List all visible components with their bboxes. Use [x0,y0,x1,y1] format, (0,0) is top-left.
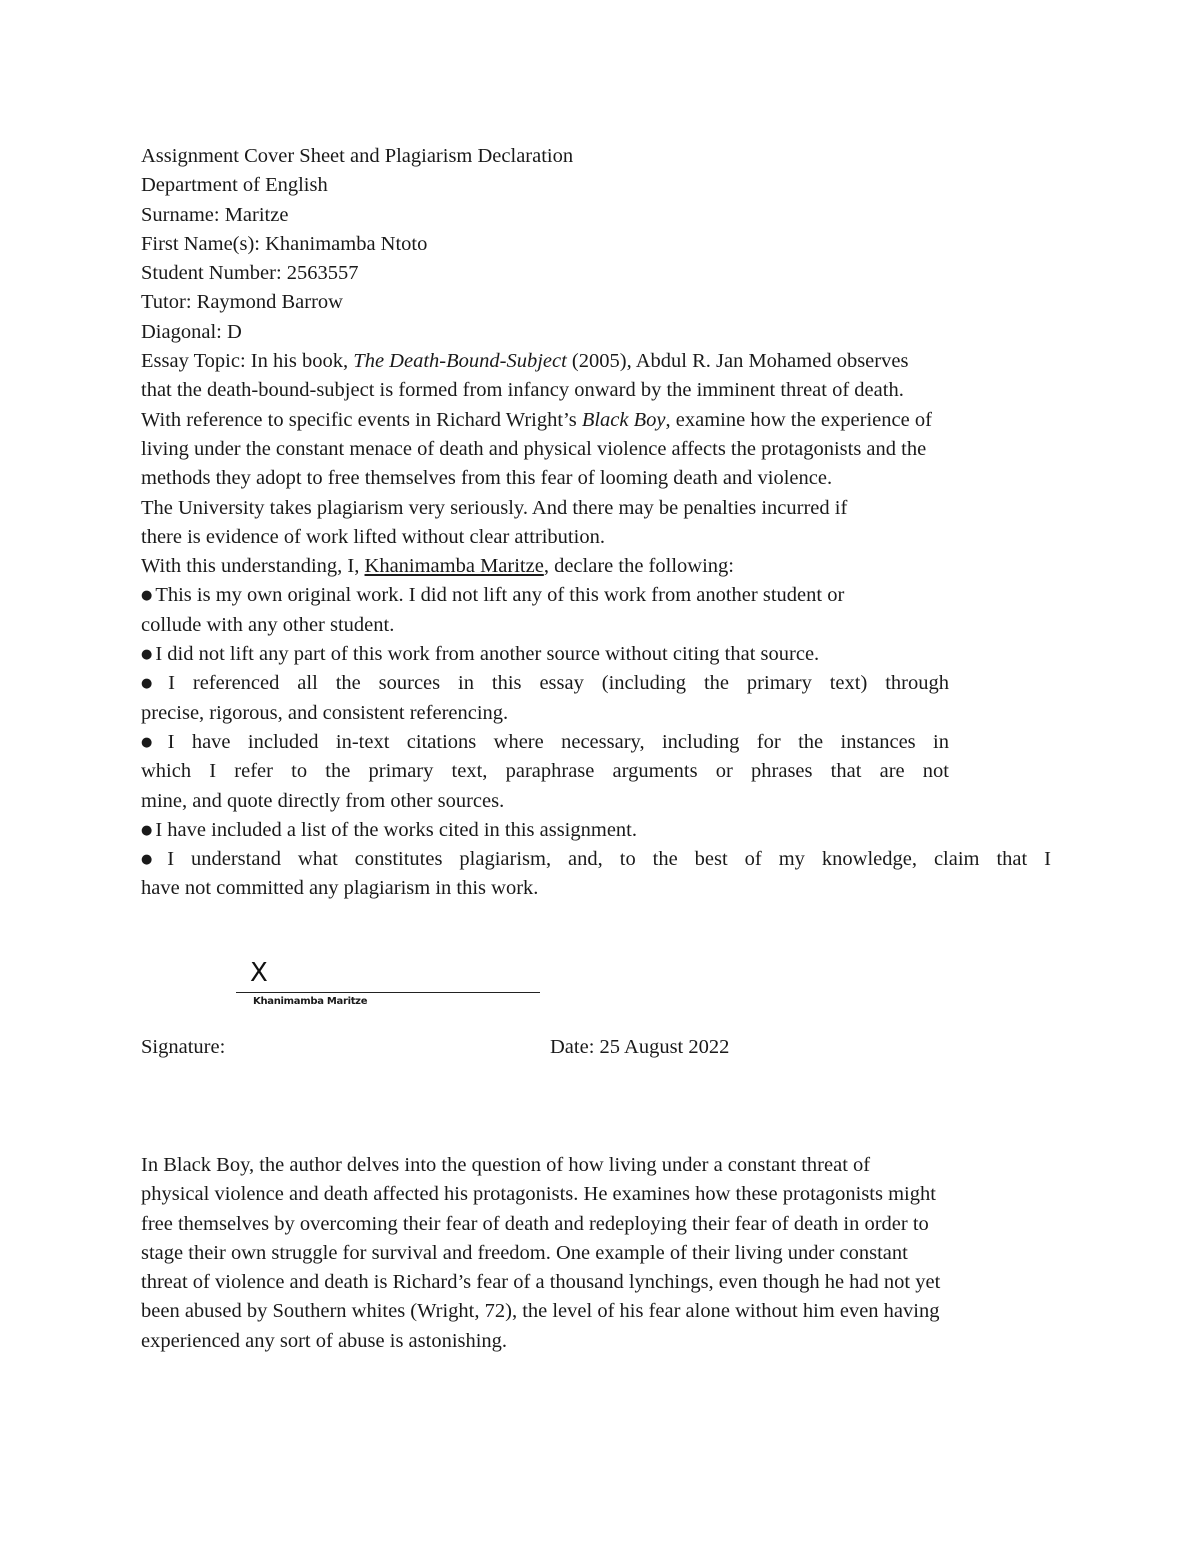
first-names: First Name(s): Khanimamba Ntoto [141,232,428,255]
policy-line: With this understanding, I, Khanimamba Maritze, declare the following: [141,555,734,578]
diagonal: Diagonal: D [141,320,242,343]
department: Department of English [141,174,328,197]
body-line: been abused by Southern whites (Wright, 72), the level of his fear alone without him even having [141,1300,940,1323]
declaration-item: ● I referenced all the sources in this essay (including the primary text) through [141,672,949,695]
declaration-list [141,581,949,845]
declaration-item-cont: have not committed any plagiarism in this work. [141,877,539,900]
essay-topic-line: that the death-bound-subject is formed from infancy onward by the imminent threat of death. [141,379,904,402]
signature-label: Signature: [141,1036,226,1058]
bullet-icon: ● [141,647,153,663]
bullet-icon: ● [141,852,165,868]
bullet-icon: ● [141,822,153,838]
student-name-underlined: Khanimamba Maritze [364,555,544,578]
surname: Surname: Maritze [141,203,289,226]
body-line: stage their own struggle for survival and freedom. One example of their living under constant [141,1241,908,1264]
essay-topic-line: With reference to specific events in Richard Wright’s Black Boy, examine how the experience of [141,408,932,431]
declaration-item: ● This is my own original work. I did not lift any of this work from another student or [141,584,845,607]
cover-sheet [141,142,1081,904]
declaration-item-cont: mine, and quote directly from other sources. [141,789,505,812]
essay-topic-line: living under the constant menace of death and physical violence affects the protagonists and the [141,437,927,460]
plagiarism-policy [141,494,1081,582]
book-title: The Death-Bound-Subject [353,350,567,373]
body-line: physical violence and death affected his protagonists. He examines how these protagonists might [141,1183,936,1206]
declaration-item-cont: precise, rigorous, and consistent referencing. [141,701,509,724]
declaration-item: ● I did not lift any part of this work from another source without citing that source. [141,643,820,666]
bullet-icon: ● [141,588,153,604]
signature-block [236,958,540,1007]
essay-topic-line: methods they adopt to free themselves from this fear of looming death and violence. [141,467,833,490]
policy-line: The University takes plagiarism very seriously. And there may be penalties incurred if [141,496,848,519]
signer-name: Khanimamba Maritze [253,996,368,1007]
body-line: free themselves by overcoming their fear of death and redeploying their fear of death in order to [141,1212,929,1235]
essay-topic [141,347,1081,493]
policy-line: there is evidence of work lifted without clear attribution. [141,525,605,548]
declaration-list-wide [141,845,1051,904]
bullet-icon: ● [141,676,166,692]
body-line: threat of violence and death is Richard’s fear of a thousand lynchings, even though he had not yet [141,1271,941,1294]
essay-topic-line: Essay Topic: In his book, The Death-Bound-Subject (2005), Abdul R. Jan Mohamed observes [141,350,909,373]
tutor: Tutor: Raymond Barrow [141,291,343,314]
document-title: Assignment Cover Sheet and Plagiarism Declaration [141,145,574,167]
declaration-item: ● I have included a list of the works cited in this assignment. [141,818,637,841]
signature-mark: X [250,958,268,988]
declaration-item-cont: which I refer to the primary text, paraphrase arguments or phrases that are not [141,760,949,783]
bullet-icon: ● [141,734,165,750]
date-label: Date: 25 August 2022 [550,1036,730,1058]
essay-body [141,1151,1081,1356]
declaration-item-cont: collude with any other student. [141,613,395,636]
book-title: Black Boy [581,408,666,431]
student-number: Student Number: 2563557 [141,262,359,285]
body-line: experienced any sort of abuse is astonishing. [141,1329,508,1352]
declaration-item: ● I understand what constitutes plagiarism, and, to the best of my knowledge, claim that I [141,848,1052,871]
body-line: In Black Boy, the author delves into the question of how living under a constant threat of [141,1154,871,1176]
signature-line [236,992,540,993]
declaration-item: ● I have included in-text citations where necessary, including for the instances in [141,730,949,753]
